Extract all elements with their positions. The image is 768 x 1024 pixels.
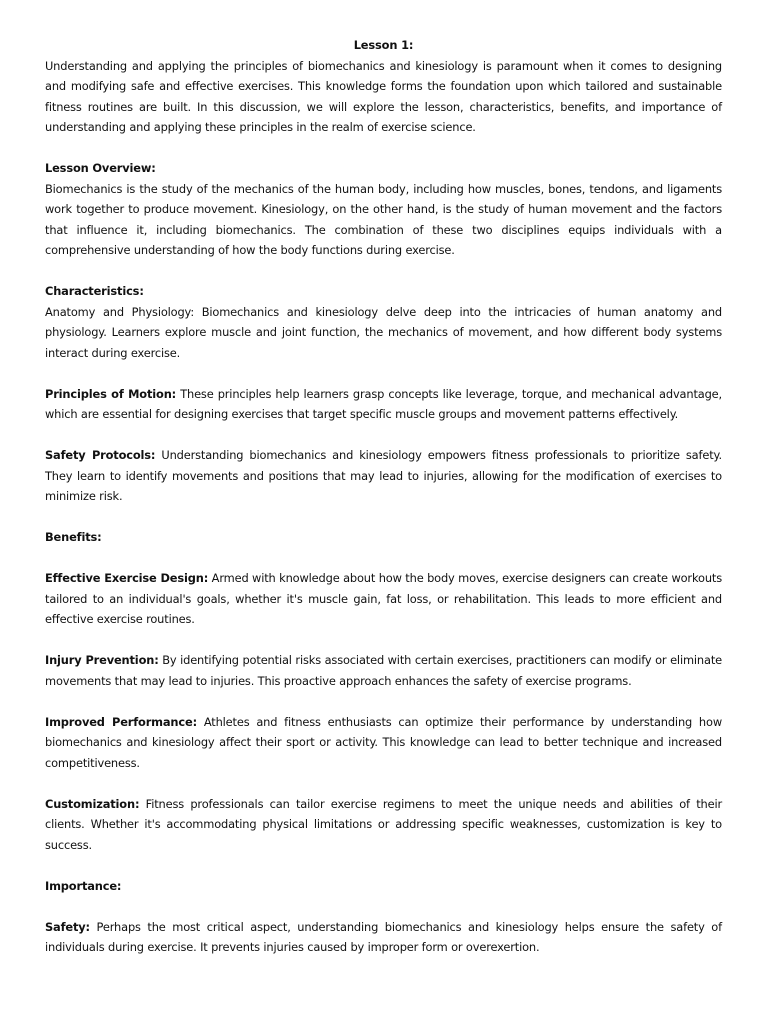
safety-protocols-paragraph: [45, 445, 722, 507]
importance-heading: Importance:: [45, 878, 122, 893]
design-paragraph: [45, 568, 722, 630]
motion-label: Principles of Motion:: [45, 386, 177, 401]
injury-label: Injury Prevention:: [45, 653, 159, 667]
anatomy-paragraph: Anatomy and Physiology: Biomechanics and kinesiology delve deep into the intricacies of human anatomy and physiology. Learners explore muscle and joint function, the mechanics of movement, and how different body systems interact during exercise.: [45, 304, 722, 360]
performance-label: Improved Performance:: [45, 714, 197, 729]
motion-text: These principles help learners grasp concepts like leverage, torque, and mechanical advantage, which are essential for designing exercises that target specific muscle groups and movement patterns effectively.: [45, 386, 722, 421]
importance-safety-label: Safety:: [45, 919, 90, 934]
intro-paragraph: Understanding and applying the principles of biomechanics and kinesiology is paramount when it comes to designing and modifying safe and effective exercises. This knowledge forms the foundation upon which tailored and sustainable fitness routines are built. In this discussion, we will explore the lesson, characteristics, benefits, and importance of understanding and applying these principles in the realm of exercise science.: [45, 58, 722, 134]
document-title: Lesson 1:: [353, 38, 414, 52]
safety-protocols-label: Safety Protocols:: [45, 448, 156, 462]
characteristics-heading: Characteristics:: [45, 284, 144, 298]
overview-heading: Lesson Overview:: [45, 161, 156, 175]
customization-text: Fitness professionals can tailor exercise regimens to meet the unique needs and abilities of their clients. Whether it's accommodating physical limitations or addressing specific weaknesses, customization is key to success.: [45, 796, 722, 852]
document-page: [45, 35, 722, 958]
design-label: Effective Exercise Design:: [45, 571, 209, 585]
performance-text: Athletes and fitness enthusiasts can optimize their performance by understanding how biomechanics and kinesiology affect their sport or activity. This knowledge can lead to better technique and increased competitiveness.: [45, 714, 722, 770]
design-text: Armed with knowledge about how the body moves, exercise designers can create workouts tailored to an individual's goals, whether it's muscle gain, fat loss, or rehabilitation. This leads to more efficient and effective exercise routines.: [45, 571, 722, 626]
customization-label: Customization:: [45, 796, 140, 811]
importance-safety-text: Perhaps the most critical aspect, understanding biomechanics and kinesiology helps ensure the safety of individuals during exercise. It prevents injuries caused by improper form or overexertion.: [45, 919, 722, 954]
safety-protocols-text: Understanding biomechanics and kinesiology empowers fitness professionals to prioritize safety. They learn to identify movements and positions that may lead to injuries, allowing for the modification of exercises to minimize risk.: [45, 448, 722, 503]
motion-paragraph: [45, 384, 722, 425]
performance-paragraph: [45, 712, 722, 774]
customization-paragraph: [45, 794, 722, 856]
injury-paragraph: [45, 650, 722, 691]
injury-text: By identifying potential risks associated with certain exercises, practitioners can modify or eliminate movements that may lead to injuries. This proactive approach enhances the safety of exercise programs.: [45, 653, 722, 688]
importance-safety-paragraph: [45, 917, 722, 958]
benefits-heading: Benefits:: [45, 530, 102, 544]
overview-paragraph: Biomechanics is the study of the mechanics of the human body, including how muscles, bones, tendons, and ligaments work together to produce movement. Kinesiology, on the other hand, is the study of human movement and the factors that influence it, including biomechanics. The combination of these two disciplines equips individuals with a comprehensive understanding of how the body functions during exercise.: [45, 181, 722, 257]
